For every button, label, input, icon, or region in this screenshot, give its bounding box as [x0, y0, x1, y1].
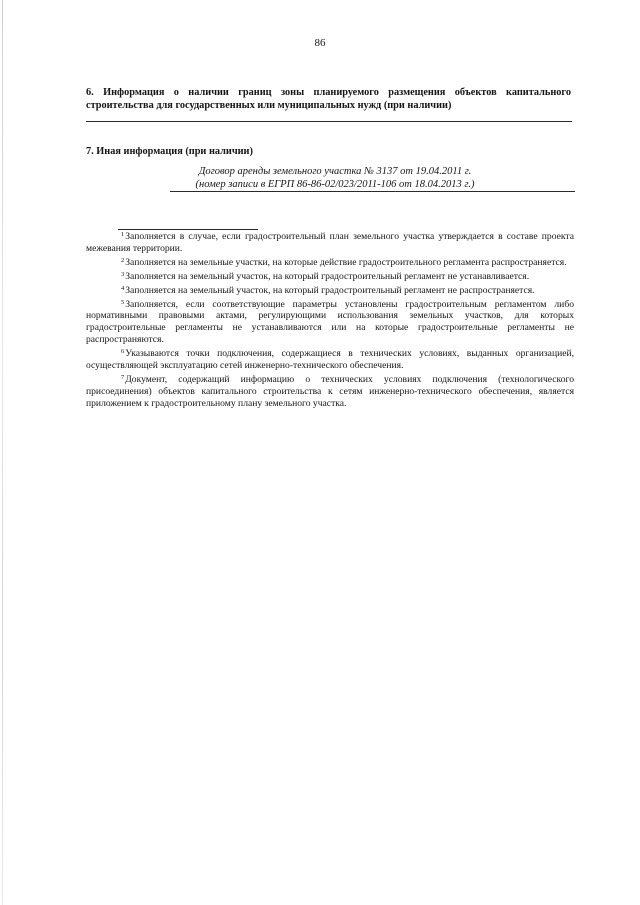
footnote-text: Указываются точки подключения, содержащиеся в технических условиях, выданных организацией, осуществляющей эксплуатацию сетей инженерно-технического обеспечения.	[86, 348, 574, 372]
section-7-underline	[170, 191, 575, 192]
footnote-4	[86, 283, 574, 297]
footnote-7	[86, 372, 574, 410]
footnote-marker: 2	[121, 256, 125, 264]
footnote-marker: 5	[121, 298, 125, 306]
footnote-marker: 4	[121, 284, 125, 292]
lease-agreement-line: Договор аренды земельного участка № 3137 от 19.04.2011 г.	[198, 166, 472, 177]
scan-edge	[2, 0, 3, 905]
section-6-underline	[86, 121, 572, 122]
section-6-heading: 6. Информация о наличии границ зоны планируемого размещения объектов капитального строительства для государственных или муниципальных нужд (при наличии)	[86, 87, 571, 111]
footnote-2	[86, 255, 574, 269]
footnote-5	[86, 297, 574, 347]
footnote-text: Заполняется на земельный участок, на который градостроительный регламент не распространяется.	[125, 284, 535, 296]
footnote-marker: 6	[121, 348, 125, 356]
footnote-marker: 3	[121, 270, 125, 278]
footnote-text: Заполняется на земельные участки, на которые действие градостроительного регламента распространяется.	[125, 256, 567, 268]
footnote-marker: 1	[121, 231, 125, 238]
section-7-heading: 7. Иная информация (при наличии)	[86, 146, 253, 157]
footnote-3	[86, 269, 574, 283]
footnote-text: Заполняется на земельный участок, на который градостроительный регламент не устанавливается.	[125, 270, 530, 282]
page-number: 86	[314, 37, 326, 49]
footnote-text: Заполняется, если соответствующие параметры установлены градостроительным регламентом либо нормативными правовыми актами, регулирующими использования земельных участков, для которых градостроительные регламенты не устанавливаются или на которые градостроительные регламенты не распространяются.	[86, 298, 574, 346]
registry-record-line: (номер записи в ЕГРП 86-86-02/023/2011-106 от 18.04.2013 г.)	[195, 179, 475, 190]
footnote-text: Документ, содержащий информацию о технических условиях подключения (технологического присоединения) объектов капитального строительства к сетям инженерно-технического обеспечения, является приложением к градостроительному плану земельного участка.	[86, 373, 574, 409]
footnotes	[86, 229, 574, 410]
footnote-6	[86, 346, 574, 372]
footnote-1	[86, 229, 574, 255]
footnote-marker: 7	[121, 373, 125, 381]
footnote-text: Заполняется в случае, если градостроительный план земельного участка утверждается в составе проекта межевания территории.	[86, 231, 574, 254]
